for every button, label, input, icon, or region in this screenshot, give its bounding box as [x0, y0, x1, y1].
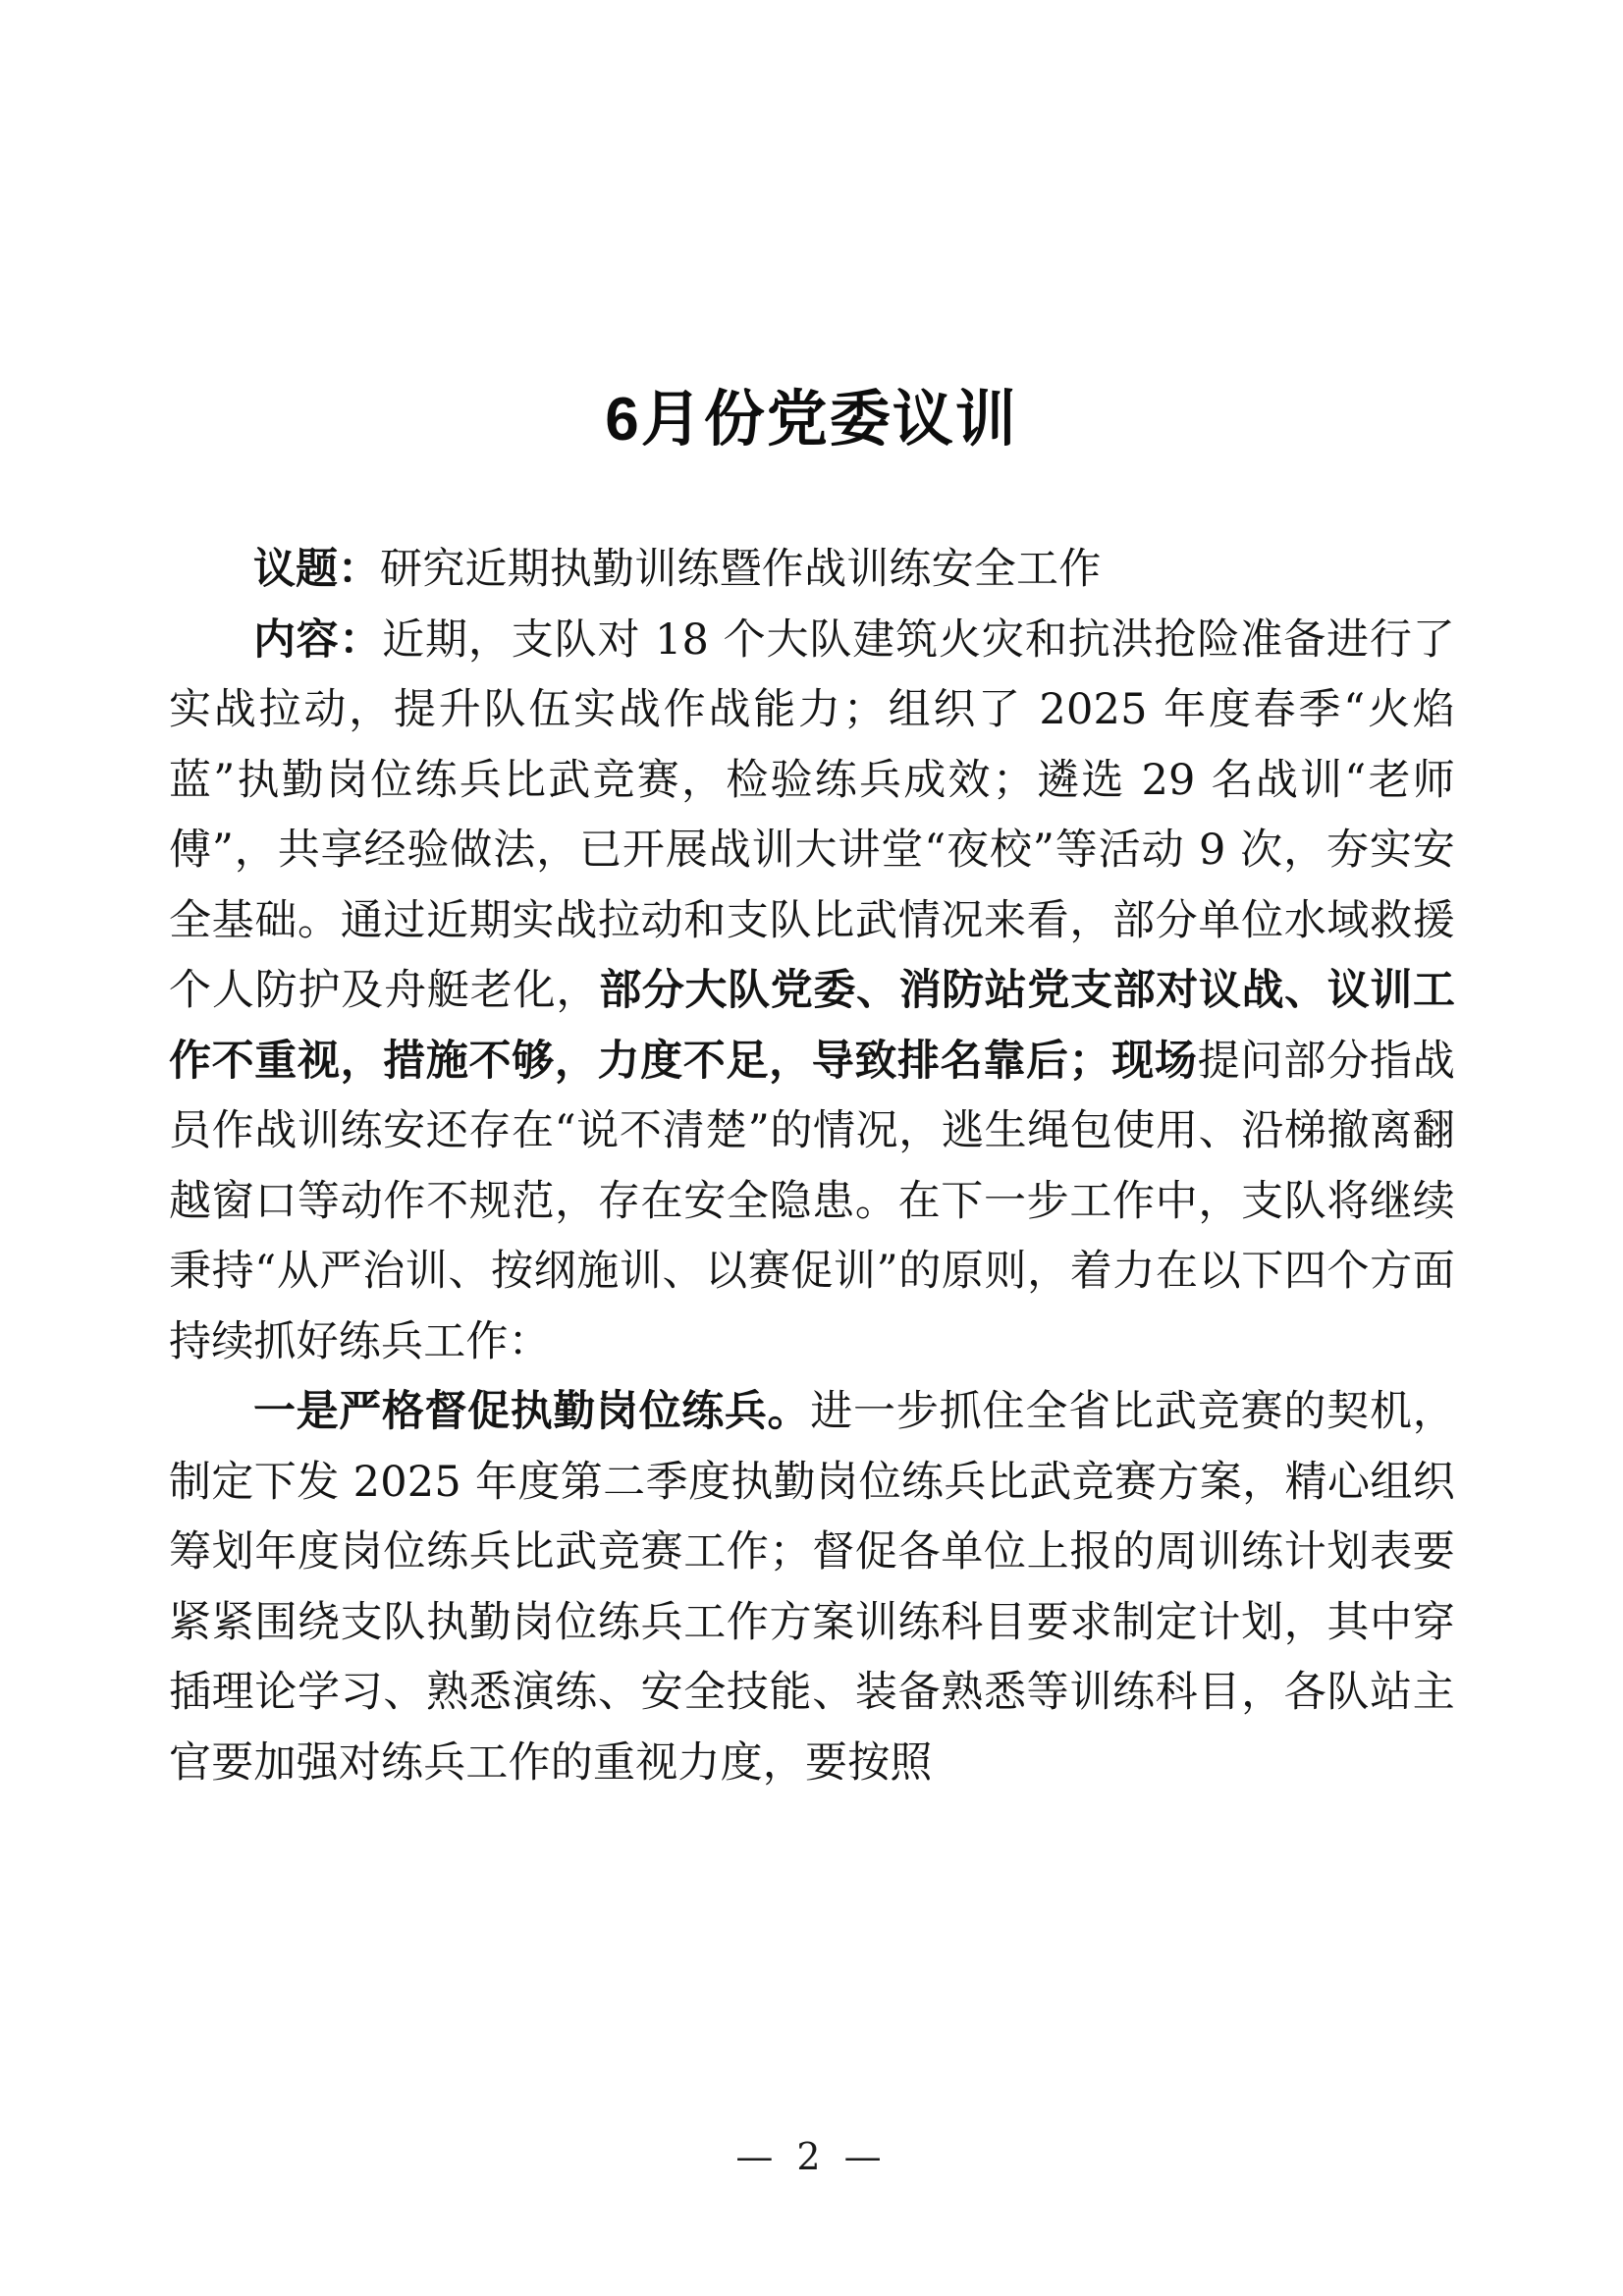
section-content-text-first: 近期，支队对 18 个大队建筑火灾和抗洪抢险准备进行了实战拉动，提升队伍实战作战能力；组织了 2025 年度春季“火焰蓝”执勤岗位练兵比武竞赛，检验练兵成效；遴选 29 名战训“老师傅”，共享经验做法，已开展战训大讲堂“夜校”等活动 9 次，夯实安全基础。通过近期实战拉动和支队比武情况来看，部分单位水域救援个人防护及舟艇老化， [169, 614, 1456, 1015]
section-content-emphasis: 部分大队党委、消防站党支部对议战、议训工作不重视，措施不够，力度不足，导致排名靠后；现场 [169, 967, 1456, 1085]
page-title: 6月份党委议训 [605, 385, 1018, 454]
section-content-label: 内容： [253, 615, 383, 664]
section-topic-label: 议题： [253, 546, 380, 593]
section-topic-text: 研究近期执勤训练暨作战训练安全工作 [380, 545, 1102, 594]
section-topic [169, 535, 1455, 606]
document-body [169, 535, 1455, 1798]
section-measure-one-lead: 一是严格督促执勤岗位练兵。 [253, 1388, 811, 1435]
page-number-footer: — 2 — [735, 2135, 888, 2178]
section-content-text-second: 提问部分指战员作战训练安还存在“说不清楚”的情况，逃生绳包使用、沿梯撤离翻越窗口等动作不规范，存在安全隐患。在下一步工作中，支队将继续秉持“从严治训、按纲施训、以赛促训”的原则，着力在以下四个方面持续抓好练兵工作： [169, 1036, 1456, 1366]
section-content [169, 606, 1455, 1378]
section-measure-one [169, 1377, 1455, 1798]
section-measure-one-text: 进一步抓住全省比武竞赛的契机，制定下发 2025 年度第二季度执勤岗位练兵比武竞赛方案，精心组织筹划年度岗位练兵比武竞赛工作；督促各单位上报的周训练计划表要紧紧围绕支队执勤岗位练兵工作方案训练科目要求制定计划，其中穿插理论学习、熟悉演练、安全技能、装备熟悉等训练科目，各队站主官要加强对练兵工作的重视力度，要按照 [169, 1387, 1456, 1788]
